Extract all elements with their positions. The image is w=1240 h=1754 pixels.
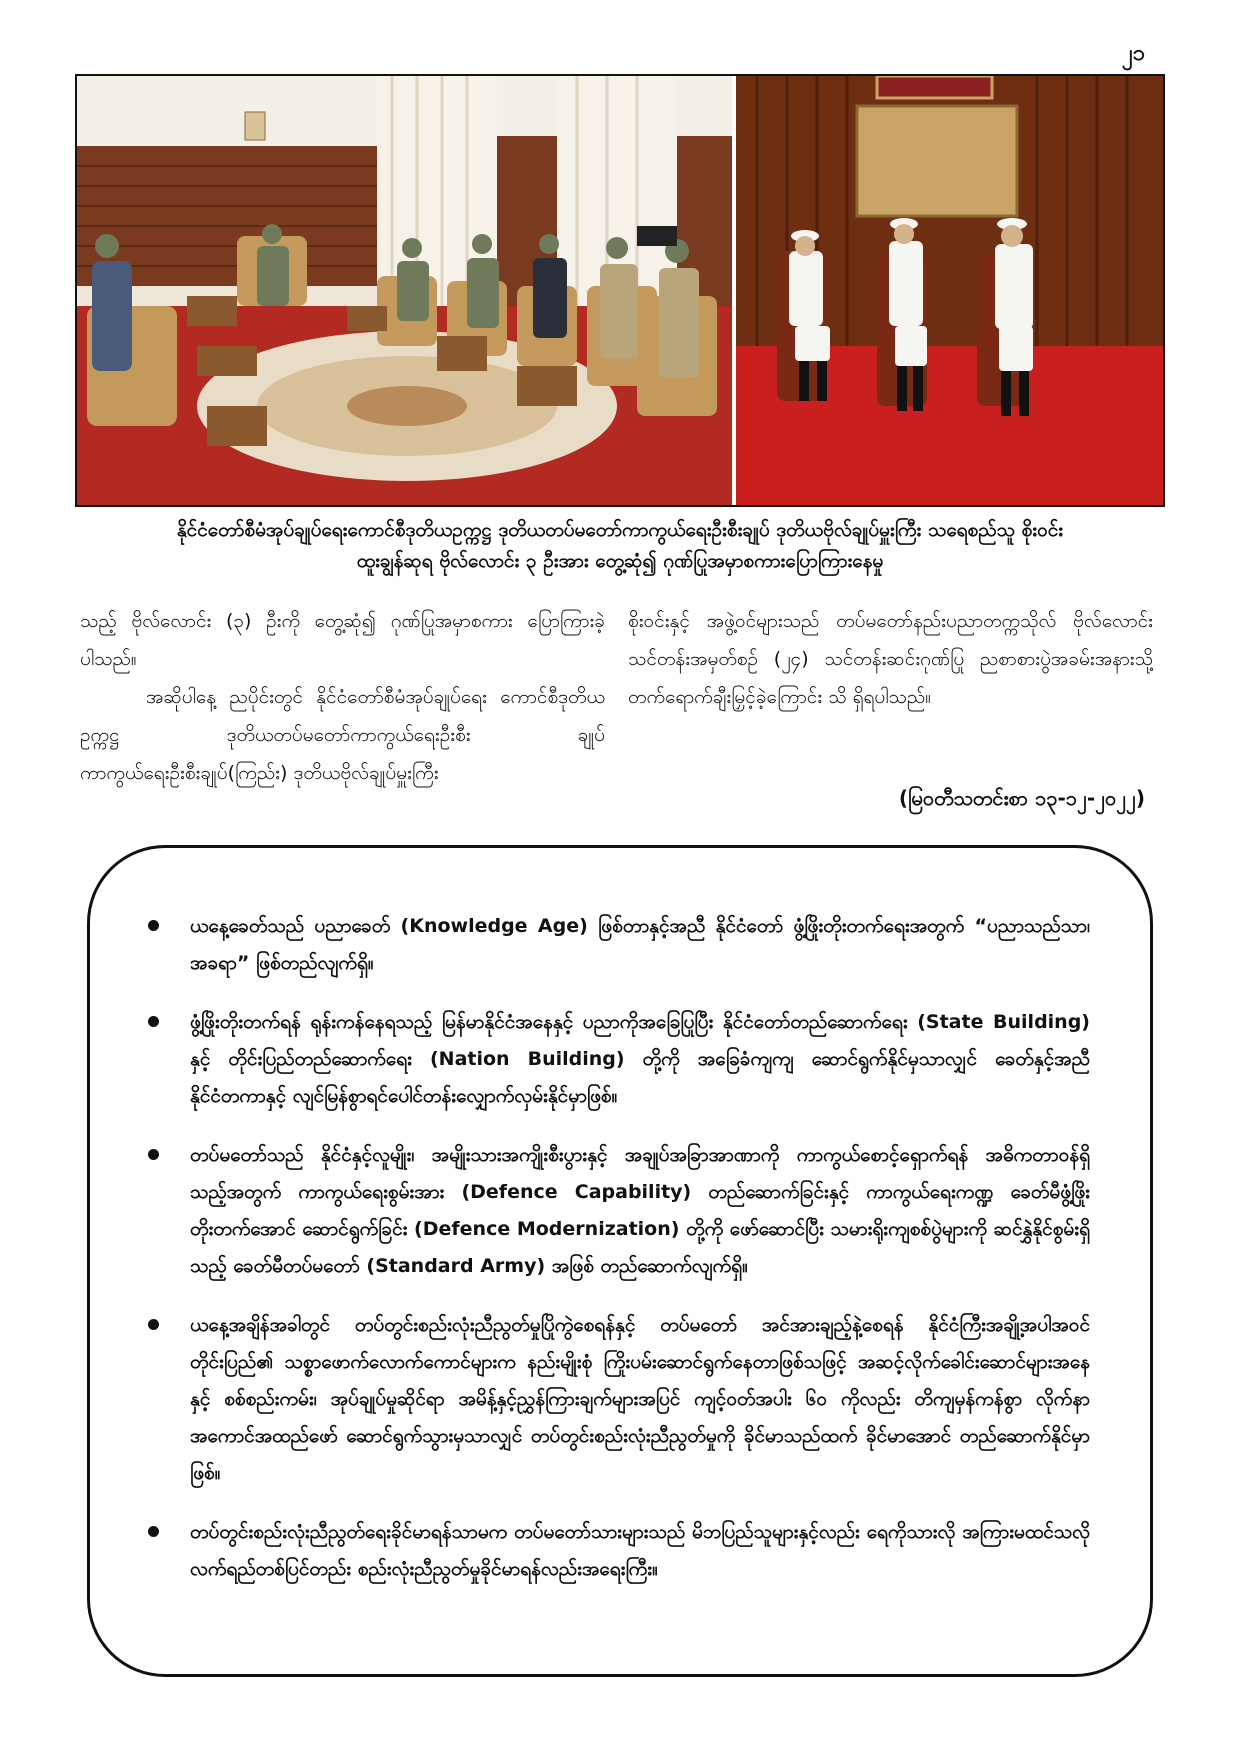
key-point-item [190,1004,1090,1115]
key-point-text: ယနေ့အချိန်အခါတွင် တပ်တွင်းစည်းလုံးညီညွတ်မှုပြိုကွဲစေရန်နှင့် တပ်မတော် အင်အားချည့်နဲ့စေရန် နိုင်ငံကြီးအချို့အပါအဝင် တိုင်းပြည်၏ သစ္စာဖောက်လောက်ကောင်များက နည်းမျိုးစုံ ကြိုးပမ်းဆောင်ရွက်နေတာဖြစ်သဖြင့် အဆင့်လိုက်ခေါင်းဆောင်များအနေနှင့် စစ်စည်းကမ်း၊ အုပ်ချုပ်မှုဆိုင်ရာ အမိန့်နှင့်ညွှန်ကြားချက်များအပြင် ကျင့်ဝတ်အပါး ၆၀ ကိုလည်း တိကျမှန်ကန်စွာ လိုက်နာအကောင်အထည်ဖော် ဆောင်ရွက်သွားမှသာလျှင် တပ်တွင်းစည်းလုံးညီညွတ်မှုကို ခိုင်မာသည်ထက် ခိုင်မာအောင် တည်ဆောက်နိုင်မှာဖြစ်။ [190,1314,1090,1484]
key-point-text: ယနေ့ခေတ်သည် ပညာခေတ် (Knowledge Age) ဖြစ်တာနှင့်အညီ နိုင်ငံတော် ဖွံ့ဖြိုးတိုးတက်ရေးအတွက် “ပညာသည်သာ၊ အခရာ” ဖြစ်တည်လျက်ရှိ။ [190,915,1090,974]
key-point-item [190,908,1090,982]
caption-line-2: ထူးချွန်ဆုရ ဗိုလ်လောင်း ၃ ဦးအား တွေ့ဆုံ၍ ဂုဏ်ပြုအမှာစကားပြောကြားနေမှု [356,550,884,572]
caption-line-1: နိုင်ငံတော်စီမံအုပ်ချုပ်ရေးကောင်စီဒုတိယဥက္ကဋ္ဌ ဒုတိယတပ်မတော်ကာကွယ်ရေးဦးစီးချုပ် ဒုတိယဗိုလ်ချုပ်မှူးကြီး သရေစည်သူ စိုးဝင်း [176,519,1064,541]
bullet-icon [148,1319,159,1330]
key-point-text: ဖွံ့ဖြိုးတိုးတက်ရန် ရုန်းကန်နေရသည့် မြန်မာနိုင်ငံအနေနှင့် ပညာကိုအခြေပြုပြီး နိုင်ငံတော်တည်ဆောက်ရေး (State Building) နှင့် တိုင်းပြည်တည်ဆောက်ရေး (Nation Building) တို့ကို အခြေခံကျကျ ဆောင်ရွက်နိုင်မှသာလျှင် ခေတ်နှင့်အညီ နိုင်ငံတကာနှင့် လျင်မြန်စွာရင်ပေါင်တန်းလျှောက်လှမ်းနိုင်မှာဖြစ်။ [190,1011,1090,1107]
key-point-text: တပ်မတော်သည် နိုင်ငံနှင့်လူမျိုး၊ အမျိုးသားအကျိုးစီးပွားနှင့် အချုပ်အခြာအာဏာကို ကာကွယ်စောင့်ရှောက်ရန် အဓိကတာဝန်ရှိသည့်အတွက် ကာကွယ်ရေးစွမ်းအား (Defence Capability) တည်ဆောက်ခြင်းနှင့် ကာကွယ်ရေးကဏ္ဍ ခေတ်မီဖွံ့ဖြိုး တိုးတက်အောင် ဆောင်ရွက်ခြင်း (Defence Modernization) တို့ကို ဖော်ဆောင်ပြီး သမားရိုးကျစစ်ပွဲများကို ဆင်နွှဲနိုင်စွမ်းရှိသည့် ခေတ်မီတပ်မတော် (Standard Army) အဖြစ် တည်ဆောက်လျက်ရှိ။ [190,1144,1090,1277]
news-photo [75,74,1165,507]
article-column-right [628,602,1153,716]
key-point-item [190,1514,1090,1588]
bullet-icon [148,1149,159,1160]
meeting-room-panel [77,76,732,505]
photo-caption [80,515,1160,577]
news-source: (မြဝတီသတင်းစာ ၁၃-၁၂-၂၀၂၂) [898,786,1145,810]
page-number: ၂၁ [1121,41,1145,66]
key-point-item [190,1307,1090,1492]
bullet-icon [148,920,159,931]
bullet-icon [148,1526,159,1537]
article-column-left [80,602,605,792]
article-paragraph: စိုးဝင်းနှင့် အဖွဲ့ဝင်များသည် တပ်မတော်နည်းပညာတက္ကသိုလ် ဗိုလ်လောင်းသင်တန်းအမှတ်စဉ် (၂၄) သင်တန်းဆင်းဂုဏ်ပြု ညစာစားပွဲအခမ်းအနားသို့ တက်ရောက်ချီးမြှင့်ခဲ့ကြောင်း သိ ရှိရပါသည်။ [628,610,1153,708]
article-paragraph: အဆိုပါနေ့ ညပိုင်းတွင် နိုင်ငံတော်စီမံအုပ်ချုပ်ရေး ကောင်စီဒုတိယဥက္ကဋ္ဌ ဒုတိယတပ်မတော်ကာကွယ်ရေးဦးစီး ချုပ် ကာကွယ်ရေးဦးစီးချုပ်(ကြည်း) ဒုတိယဗိုလ်ချုပ်မှူးကြီး [80,686,605,784]
bullet-icon [148,1016,159,1027]
key-point-text: တပ်တွင်းစည်းလုံးညီညွတ်ရေးခိုင်မာရန်သာမက တပ်မတော်သားများသည် မိဘပြည်သူများနှင့်လည်း ရေကိုသားလို အကြားမထင်သလို လက်ရည်တစ်ပြင်တည်း စည်းလုံးညီညွတ်မှုခိုင်မာရန်လည်းအရေးကြီး။ [190,1521,1090,1580]
key-point-item [190,1137,1090,1285]
key-points-list [90,848,1150,1588]
key-points-box [87,845,1153,1677]
naval-officers-panel [736,76,1163,505]
article-paragraph: သည့် ဗိုလ်လောင်း (၃) ဦးကို တွေ့ဆုံ၍ ဂုဏ်ပြုအမှာစကား ပြောကြားခဲ့ပါသည်။ [80,610,605,670]
